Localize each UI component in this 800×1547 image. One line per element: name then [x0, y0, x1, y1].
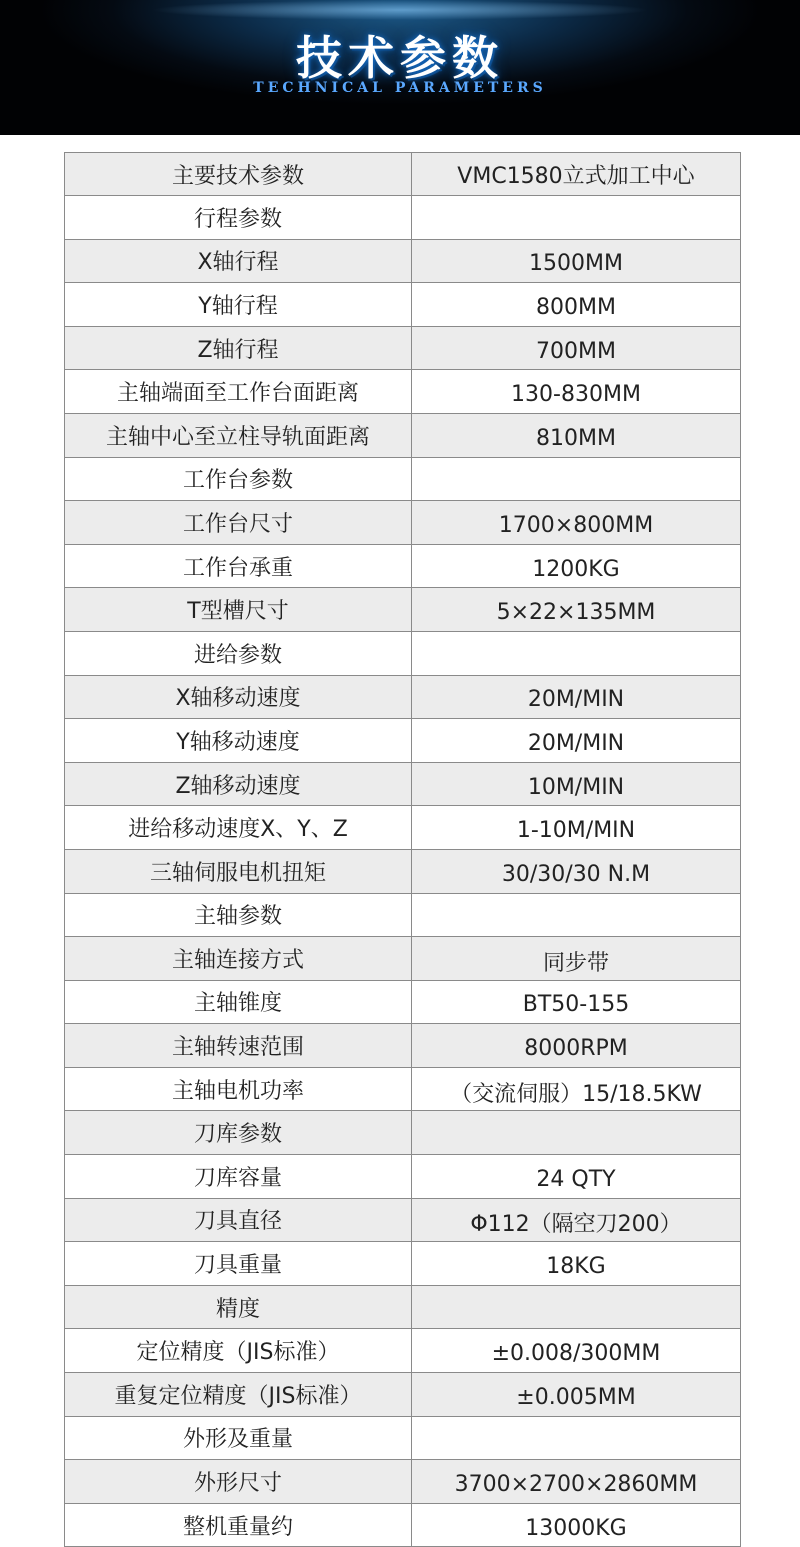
- param-value-cell: 700MM: [412, 326, 741, 370]
- table-row: [65, 719, 741, 763]
- param-value-cell: 10M/MIN: [412, 762, 741, 806]
- param-name-cell: 主轴端面至工作台面距离: [65, 370, 412, 414]
- param-value-cell: 1200KG: [412, 544, 741, 588]
- param-name-cell: 重复定位精度（JIS标准）: [65, 1373, 412, 1417]
- param-value-cell: 3700×2700×2860MM: [412, 1460, 741, 1504]
- param-name-cell: 主轴锥度: [65, 980, 412, 1024]
- table-row: [65, 1460, 741, 1504]
- param-value-cell: 18KG: [412, 1242, 741, 1286]
- param-name-cell: 工作台参数: [65, 457, 412, 501]
- table-row: [65, 1329, 741, 1373]
- table-row: [65, 937, 741, 981]
- param-name-cell: 刀具重量: [65, 1242, 412, 1286]
- table-row: [65, 501, 741, 545]
- param-name-cell: 外形及重量: [65, 1416, 412, 1460]
- param-value-cell: 13000KG: [412, 1503, 741, 1547]
- param-value-cell: 1-10M/MIN: [412, 806, 741, 850]
- table-row: [65, 1416, 741, 1460]
- param-name-cell: 三轴伺服电机扭矩: [65, 849, 412, 893]
- param-name-cell: 主轴电机功率: [65, 1067, 412, 1111]
- param-value-cell: 8000RPM: [412, 1024, 741, 1068]
- param-value-cell: 1500MM: [412, 239, 741, 283]
- header-banner: [0, 0, 800, 135]
- table-row: [65, 413, 741, 457]
- table-row: [65, 1503, 741, 1547]
- param-name-cell: X轴移动速度: [65, 675, 412, 719]
- table-row: [65, 239, 741, 283]
- param-value-cell: Φ112（隔空刀200）: [412, 1198, 741, 1242]
- param-value-cell: 800MM: [412, 283, 741, 327]
- table-row: [65, 1242, 741, 1286]
- param-value-cell: [412, 1416, 741, 1460]
- table-row: [65, 1285, 741, 1329]
- banner-subtitle: TECHNICAL PARAMETERS: [253, 80, 547, 96]
- param-value-cell: BT50-155: [412, 980, 741, 1024]
- table-row: [65, 283, 741, 327]
- param-value-cell: 5×22×135MM: [412, 588, 741, 632]
- param-value-cell: 24 QTY: [412, 1155, 741, 1199]
- param-name-cell: 主轴参数: [65, 893, 412, 937]
- param-value-cell: [412, 1111, 741, 1155]
- banner-glow: [150, 0, 650, 20]
- param-name-cell: 刀库容量: [65, 1155, 412, 1199]
- param-name-cell: 进给参数: [65, 631, 412, 675]
- param-value-cell: （交流伺服）15/18.5KW: [412, 1067, 741, 1111]
- table-row: [65, 762, 741, 806]
- table-row: [65, 849, 741, 893]
- banner-title: 技术参数: [296, 31, 504, 85]
- param-name-cell: 外形尺寸: [65, 1460, 412, 1504]
- param-name-cell: 主轴连接方式: [65, 937, 412, 981]
- spec-table-container: [64, 152, 738, 1547]
- param-name-cell: 工作台承重: [65, 544, 412, 588]
- param-name-cell: 主轴转速范围: [65, 1024, 412, 1068]
- param-value-cell: 130-830MM: [412, 370, 741, 414]
- table-row: [65, 675, 741, 719]
- param-name-cell: T型槽尺寸: [65, 588, 412, 632]
- table-row: [65, 544, 741, 588]
- table-row: [65, 196, 741, 240]
- table-row: [65, 1111, 741, 1155]
- param-name-cell: Y轴行程: [65, 283, 412, 327]
- param-name-cell: 整机重量约: [65, 1503, 412, 1547]
- param-value-cell: [412, 893, 741, 937]
- table-row: [65, 457, 741, 501]
- table-row: [65, 1373, 741, 1417]
- param-name-cell: 刀具直径: [65, 1198, 412, 1242]
- table-row: [65, 1198, 741, 1242]
- param-name-cell: 主轴中心至立柱导轨面距离: [65, 413, 412, 457]
- table-header-row: [65, 153, 741, 196]
- param-name-cell: Z轴行程: [65, 326, 412, 370]
- param-name-cell: 行程参数: [65, 196, 412, 240]
- table-row: [65, 631, 741, 675]
- header-param-name: 主要技术参数: [65, 153, 412, 196]
- table-row: [65, 980, 741, 1024]
- table-row: [65, 1024, 741, 1068]
- param-value-cell: ±0.005MM: [412, 1373, 741, 1417]
- spec-table: [64, 152, 741, 1547]
- header-model-name: VMC1580立式加工中心: [412, 153, 741, 196]
- param-name-cell: 进给移动速度X、Y、Z: [65, 806, 412, 850]
- param-value-cell: 同步带: [412, 937, 741, 981]
- table-row: [65, 1155, 741, 1199]
- table-row: [65, 893, 741, 937]
- param-value-cell: [412, 1285, 741, 1329]
- param-name-cell: 定位精度（JIS标准）: [65, 1329, 412, 1373]
- param-name-cell: 刀库参数: [65, 1111, 412, 1155]
- table-row: [65, 1067, 741, 1111]
- param-name-cell: X轴行程: [65, 239, 412, 283]
- param-value-cell: ±0.008/300MM: [412, 1329, 741, 1373]
- param-value-cell: 20M/MIN: [412, 719, 741, 763]
- param-value-cell: 810MM: [412, 413, 741, 457]
- table-row: [65, 370, 741, 414]
- param-value-cell: [412, 457, 741, 501]
- param-name-cell: Z轴移动速度: [65, 762, 412, 806]
- param-value-cell: 20M/MIN: [412, 675, 741, 719]
- param-value-cell: 1700×800MM: [412, 501, 741, 545]
- table-row: [65, 806, 741, 850]
- table-row: [65, 588, 741, 632]
- param-value-cell: 30/30/30 N.M: [412, 849, 741, 893]
- param-name-cell: Y轴移动速度: [65, 719, 412, 763]
- param-name-cell: 工作台尺寸: [65, 501, 412, 545]
- table-row: [65, 326, 741, 370]
- param-value-cell: [412, 631, 741, 675]
- param-name-cell: 精度: [65, 1285, 412, 1329]
- param-value-cell: [412, 196, 741, 240]
